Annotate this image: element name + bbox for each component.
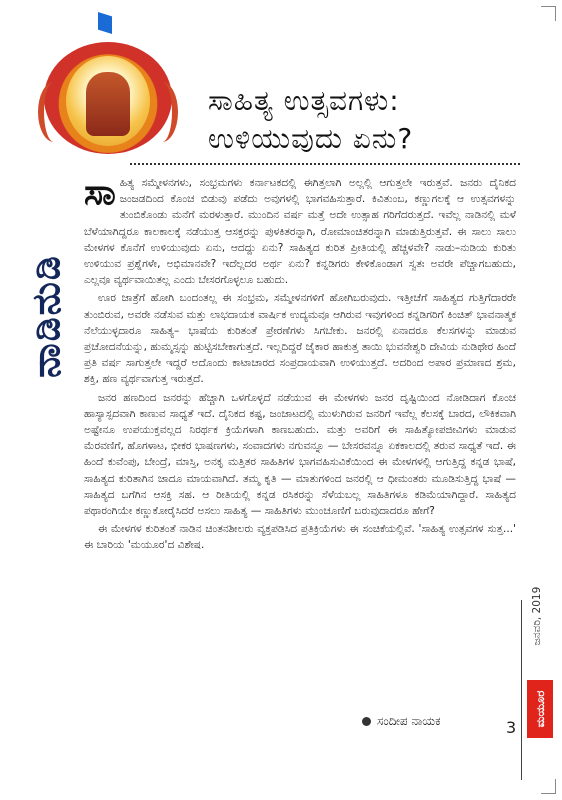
crop-mark-top-right xyxy=(541,6,556,21)
paragraph-text: ಹಿತ್ಯ ಸಮ್ಮೇಳನಗಳು, ಸಂಭ್ರಮಗಳು ಕರ್ನಾಟಕದಲ್ಲಿ ಈಗಿತ್ತಲಾಗಿ ಅಲ್ಲಲ್ಲಿ ಆಗುತ್ತಲೇ ಇರುತ್ತವೆ. ಜನರು ದೈನಿಕದ ಜಂಜಡದಿಂದ ಕೊಂಚ ಬಿಡುವು ಪಡೆದು ಅವುಗಳಲ್ಲಿ ಭಾಗವಹಿಸುತ್ತಾರೆ. ಕಿವಿತುಂಬ, ಕಣ್ಣುಗಲಕ್ಕೆ ಆ ಉತ್ಸವಗಳನ್ನು ತುಂಬಿಕೊಂಡು ಮನೆಗೆ ಮರಳುತ್ತಾರೆ. ಮುಂದಿನ ವರ್ಷ ಮತ್ತೆ ಅದೇ ಉತ್ಸಾಹ ಗರಿಗೆದರುತ್ತದೆ. ಇವೆಲ್ಲ ನಾಡಿನಲ್ಲಿ ಮಳೆ ಬೆಳೆಯಾಗಿದ್ದರೂ ಕಾಲಕಾಲಕ್ಕೆ ನಡೆಯುತ್ತ ಆಸಕ್ತರನ್ನು ಪುಳಕಿತರನ್ನಾಗಿ, ರೋಮಾಂಚಿತರನ್ನಾಗಿ ಮಾಡುತ್ತಿರುತ್ತವೆ. ಈ ಸಾಲು ಸಾಲು ಮೇಳಗಳ ಕೊನೆಗೆ ಉಳಿಯುವುದು ಏನು, ಆದದ್ದು ಏನು? ಸಾಹಿತ್ಯದ ಕುರಿತ ಪ್ರೀತಿಯಲ್ಲಿ ಹೆಚ್ಚಳವೇ? ನಾಡು–ನುಡಿಯ ಕುರಿತು ಉಳಿಯುವ ಪ್ರಶ್ನೆಗಳೇ, ಅಭಿಮಾನವೇ? ಇದೆಲ್ಲದರ ಅರ್ಥ ಏನು? ಕನ್ನಡಿಗರು ಕೇಳಿಕೊಂಡಾಗ ಸ್ವತಃ ಅವರೇ ಪೆಚ್ಚಾಗಬಹುದು, ಎಲ್ಲವೂ ವ್ಯರ್ಥವಾಯಿತಲ್ಲ ಎಂದು ಬೇಸರಗೊಳ್ಳಲೂ ಬಹುದು. xyxy=(84,177,516,287)
issue-date xyxy=(526,556,548,676)
paragraph: ಈ ಮೇಳಗಳ ಕುರಿತಂತೆ ನಾಡಿನ ಚಿಂತನಶೀಲರು ವ್ಯಕ್ತಪಡಿಸಿದ ಪ್ರತಿಕ್ರಿಯೆಗಳು ಈ ಸಂಚಿಕೆಯಲ್ಲಿವೆ. 'ಸಾಹಿತ್ಯ ಉತ್ಸವಗಳ ಸುತ್ತ...' ಈ ಬಾರಿಯ 'ಮಯೂರ'ದ ವಿಶೇಷ. xyxy=(84,523,516,552)
title-line-1: ಸಾಹಿತ್ಯ ಉತ್ಸವಗಳು: xyxy=(208,84,400,117)
bullet-icon xyxy=(362,717,371,726)
magazine-logo-text: ಮಯೂರ xyxy=(527,680,553,738)
article-title xyxy=(208,82,508,158)
magazine-logo xyxy=(527,680,553,738)
issue-date-text: ಜನವರಿ, 2019 xyxy=(531,586,543,646)
page-number: 3 xyxy=(506,718,517,737)
masthead-label: ನಾಡಿನುಡಿ xyxy=(24,254,68,378)
section-masthead xyxy=(18,166,74,466)
title-divider xyxy=(130,163,520,165)
paragraph: ಜನರ ಹಣದಿಂದ ಜನರನ್ನು ಹೆಚ್ಚಾಗಿ ಒಳಗೊಳ್ಳದೆ ನಡೆಯುವ ಈ ಮೇಳಗಳು ಜನರ ದೃಷ್ಟಿಯಿಂದ ನೋಡಿದಾಗ ಕೊಂಚ ಹಾಸ್ಯಾಸ್ಪದವಾಗಿ ಕಾಣುವ ಸಾಧ್ಯತೆ ಇದೆ. ದೈನಿಕದ ಕಷ್ಟ, ಜಂಜಾಟದಲ್ಲಿ ಮುಳುಗಿರುವ ಜನರಿಗೆ ಇವೆಲ್ಲ ಕೆಲಸಕ್ಕೆ ಬಾರದ, ಲೌಕಿಕವಾಗಿ ಅಷ್ಟೇನೂ ಉಪಯುಕ್ತವಲ್ಲದ ನಿರರ್ಥಕ ಕ್ರಿಯೆಗಳಾಗಿ ಕಾಣಬಹುದು. ಮತ್ತು ಅವರಿಗೆ ಈ ಸಾಹಿತ್ಯೋಪಜೀವಿಗಳು ಮಾಡುವ ಮೆರವಣಿಗೆ, ಹೊಗಳಾಟ, ಭೀಕರ ಭಾಷಣಗಳು, ಸಂವಾದಗಳು ನಗುವನ್ನೂ — ಬೇಸರವನ್ನೂ ಏಕಕಾಲದಲ್ಲಿ ತರುವ ಸಾಧ್ಯತೆ ಇದೆ. ಈ ಹಿಂದೆ ಕುವೆಂಪು, ಬೇಂದ್ರೆ, ಮಾಸ್ತಿ, ಅನಕೃ ಮತ್ತಿತರ ಸಾಹಿತಿಗಳ ಭಾಗವಹಿಸುವಿಕೆಯಿಂದ ಈ ಮೇಳಗಳಲ್ಲಿ ಆಗುತ್ತಿದ್ದ ಕನ್ನಡ ಭಾಷೆ, ಸಾಹಿತ್ಯದ ಕುರಿತಾಗಿನ ಜಾದೂ ಮಾಯವಾಗಿದೆ. ತಮ್ಮ ಕೃತಿ — ಮಾತುಗಳಿಂದ ಜನರಲ್ಲಿ ಆ ಧೀಮಂತರು ಮೂಡಿಸುತ್ತಿದ್ದ ಭಾಷೆ — ಸಾಹಿತ್ಯದ ಬಗೆಗಿನ ಆಸಕ್ತಿ ಸಹ. ಆ ರೀತಿಯಲ್ಲಿ ಕನ್ನಡ ರಸಿಕರನ್ನು ಸೆಳೆಯಬಲ್ಲ ಸಾಹಿತಿಗಳೂ ಕಡಿಮೆಯಾಗಿದ್ದಾರೆ. ಸಾಹಿತ್ಯದ ಪಥಾರಂಗಿಯೇ ಕಣ್ಣುಕೋರೈಸಿದರೆ ಅಸಲು ಸಾಹಿತ್ಯ — ಸಾಹಿತಿಗಳು ಮುಂಚೂಣಿಗೆ ಬರುವುದಾದರೂ ಹೇಗೆ? xyxy=(84,391,516,518)
drop-cap: ಸಾ xyxy=(84,172,116,213)
author-name: ಸಂದೀಪ ನಾಯಕ xyxy=(377,714,441,728)
goddess-figure-icon xyxy=(86,72,130,136)
title-line-2: ಉಳಿಯುವುದು ಏನು? xyxy=(208,122,414,155)
paragraph: ಊರ ಜಾತ್ರೆಗೆ ಹೋಗಿ ಬಂದಂತಲ್ಲ ಈ ಸಂಭ್ರಮ, ಸಮ್ಮೇಳನಗಳಿಗೆ ಹೋಗಿಬರುವುದು. ಇತ್ತೀಚೆಗೆ ಸಾಹಿತ್ಯದ ಗುತ್ತಿಗೆದಾರರೇ ತುಂಬಿರುವ, ಅವರೇ ನಡೆಸುವ ಮತ್ತು ಲಾಭದಾಯಕ ವಾರ್ಷಿಕ ಉದ್ಯಮವೂ ಆಗಿರುವ ಇವುಗಳಿಂದ ಕನ್ನಡಿಗರಿಗೆ ಕಿಂಚಿತ್ ಭಾವನಾತ್ಮಕ ನೆಲೆಯುಳ್ಳದಾರೂ ಸಾಹಿತ್ಯ– ಭಾಷೆಯ ಕುರಿತಂತೆ ಪ್ರೇರಣೆಗಳು ಸಿಗಬೇಕು. ಜನರಲ್ಲಿ ಏನಾದರೂ ಕೆಲಸಗಳನ್ನು ಮಾಡುವ ಪ್ರಚೋದನೆಯನ್ನು, ಹುಮ್ಮಸ್ಸನ್ನು ಹುಟ್ಟಿಸಬೇಕಾಗುತ್ತದೆ. ಇಲ್ಲದಿದ್ದರೆ ಜೈಕಾರ ಹಾಕುತ್ತ ತಾಯಿ ಭುವನೇಶ್ವರಿ ದೇವಿಯ ನುಡಿಥೇರ ಹಿಂದೆ ಪ್ರತಿ ವರ್ಷ ಸಾಗುತ್ತಲೇ ಇದ್ದರೆ ಅದೊಂದು ಕಾಟಾಚಾರದ ಸಂಪ್ರದಾಯವಾಗಿ ಉಳಿಯುತ್ತದೆ. ಅದರಿಂದ ಅಪಾರ ಪ್ರಮಾಣದ ಶ್ರಮ, ಶಕ್ತಿ, ಹಣ ವ್ಯರ್ಥವಾಗುತ್ತ ಇರುತ್ತದೆ. xyxy=(84,292,516,386)
emblem-wreath-left xyxy=(38,82,70,142)
paragraph xyxy=(84,172,516,288)
bhuvaneshwari-emblem-icon xyxy=(38,12,178,152)
flag-icon xyxy=(98,12,112,34)
margin-rule xyxy=(521,600,522,780)
article-body xyxy=(84,172,516,556)
author-byline xyxy=(362,714,441,729)
crop-mark-bottom-right xyxy=(541,779,556,794)
emblem-wreath-right xyxy=(146,82,178,142)
